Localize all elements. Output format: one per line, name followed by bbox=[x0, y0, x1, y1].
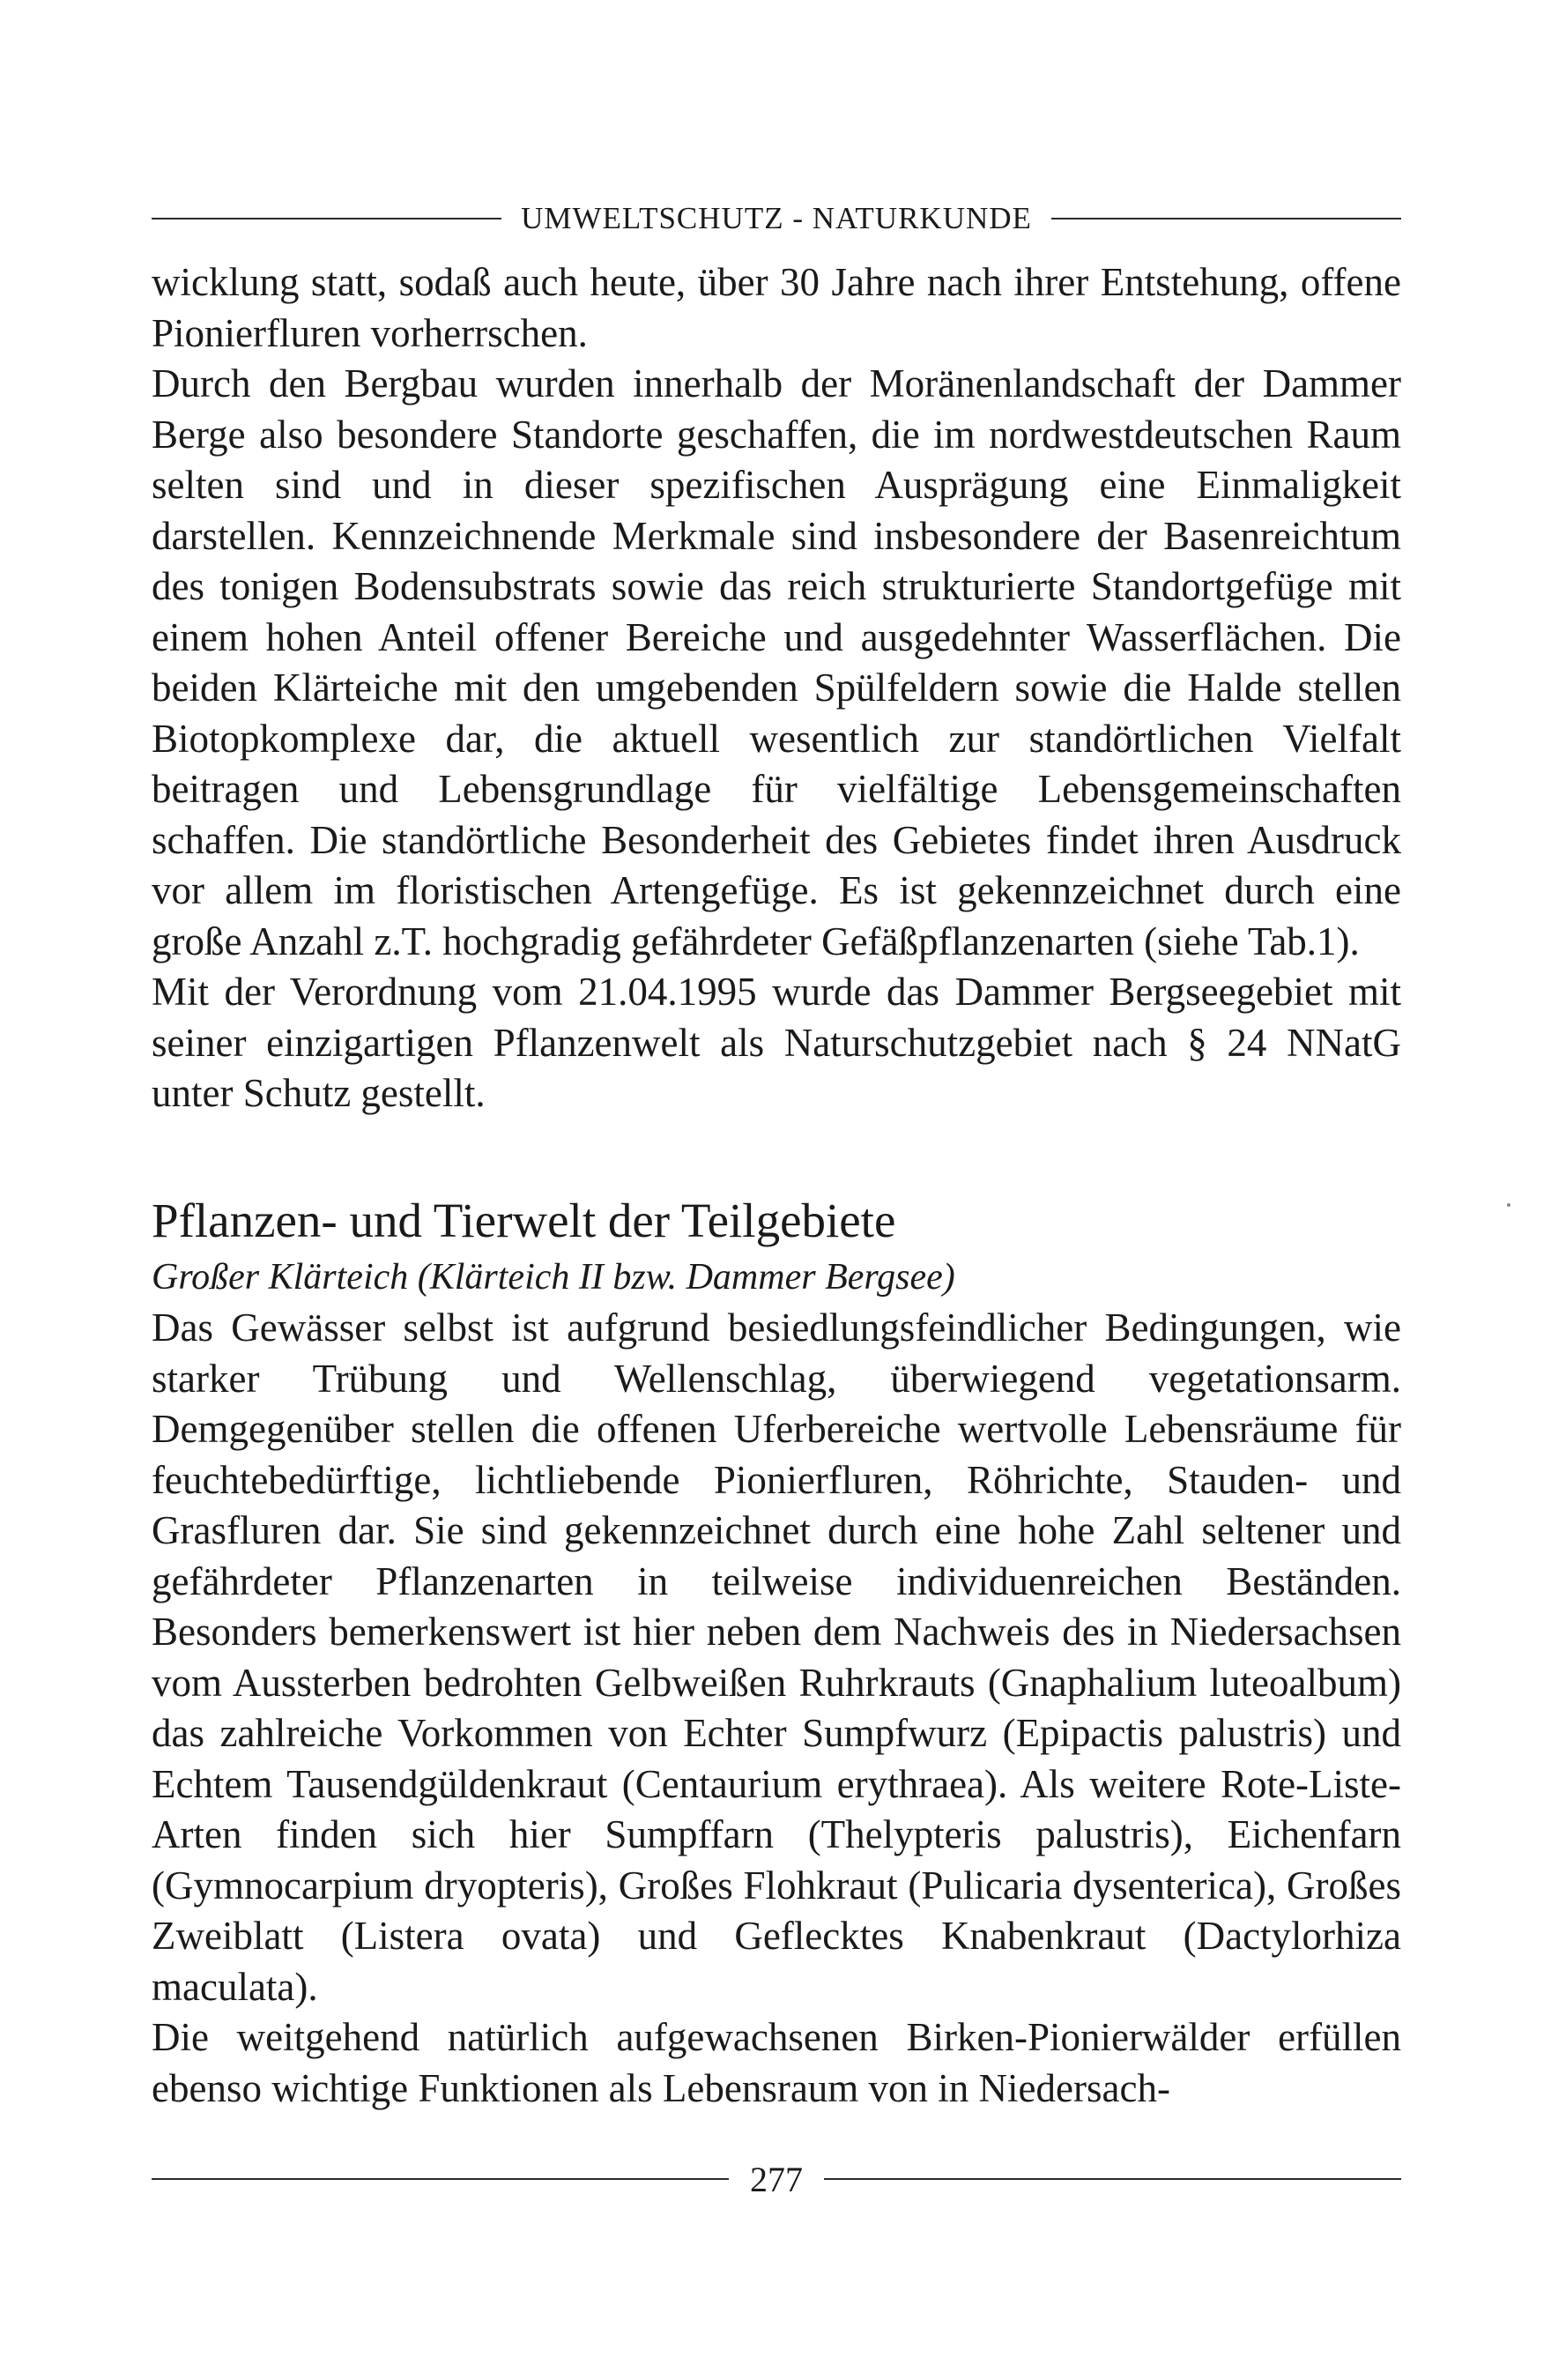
paragraph-gewaesser: Das Gewässer selbst ist aufgrund besiedlungsfeindlicher Bedingungen, wie starker Trübung und Wellenschlag, überwiegend vegetationsarm. Demgegenüber stellen die offenen Uferbereiche wertvolle Lebensräume für feuchtebedürftige, lichtliebende Pionierfluren, Röhrichte, Stauden- und Grasfluren dar. Sie sind gekennzeichnet durch eine hohe Zahl seltener und gefährdeter Pflanzenarten in teilweise individuenreichen Beständen. Besonders bemerkenswert ist hier neben dem Nachweis des in Niedersachsen vom Aussterben bedrohten Gelbweißen Ruhrkrauts (Gnaphalium luteoalbum) das zahlreiche Vorkommen von Echter Sumpfwurz (Epipactis palustris) und Echtem Tausendgüldenkraut (Centaurium erythraea). Als weitere Rote-Liste-Arten finden sich hier Sumpffarn (Thelypteris palustris), Eichenfarn (Gymnocarpium dryopteris), Großes Flohkraut (Pulicaria dysenterica), Großes Zweiblatt (Listera ovata) und Geflecktes Knabenkraut (Dactylorhiza maculata). bbox=[152, 1305, 1401, 2009]
document-page bbox=[152, 0, 1401, 2380]
footer-rule-left bbox=[152, 2178, 729, 2180]
section-teilgebiete bbox=[152, 1190, 1401, 2114]
section-subheading: Großer Klärteich (Klärteich II bzw. Dammer Bergsee) bbox=[152, 1257, 955, 1298]
page-number: 277 bbox=[750, 2159, 803, 2199]
paragraph-verordnung: Mit der Verordnung vom 21.04.1995 wurde das Dammer Bergseegebiet mit seiner einzigartigen Pflanzenwelt als Naturschutzgebiet nach § 24 NNatG unter Schutz gestellt. bbox=[152, 970, 1401, 1115]
intro-text bbox=[152, 257, 1401, 1119]
running-title: UMWELTSCHUTZ - NATURKUNDE bbox=[521, 201, 1032, 235]
paragraph-bergbau: Durch den Bergbau wurden innerhalb der Moränenlandschaft der Dammer Berge also besondere Standorte geschaffen, die im nordwestdeutschen Raum selten sind und in dieser spezifischen Ausprägung eine Einmaligkeit darstellen. Kennzeichnende Merkmale sind insbesondere der Basenreichtum des tonigen Bodensubstrats sowie das reich strukturierte Standortgefüge mit einem hohen Anteil offener Bereiche und ausgedehnter Wasserflächen. Die beiden Klärteiche mit den umgebenden Spülfeldern sowie die Halde stellen Biotopkomplexe dar, die aktuell wesentlich zur standörtlichen Vielfalt beitragen und Lebensgrundlage für vielfältige Lebensgemeinschaften schaffen. Die standörtliche Besonderheit des Gebietes findet ihren Ausdruck vor allem im floristischen Artengefüge. Es ist gekennzeichnet durch eine große Anzahl z.T. hochgradig gefährdeter Gefäßpflanzenarten (siehe Tab.1). bbox=[152, 361, 1401, 963]
paragraph-birken: Die weitgehend natürlich aufgewachsenen Birken-Pionierwälder erfüllen ebenso wichtige Funktionen als Lebensraum von in Niedersach- bbox=[152, 2015, 1401, 2110]
header-rule-right bbox=[1051, 218, 1401, 219]
footer-rule-right bbox=[824, 2178, 1401, 2180]
page-footer bbox=[152, 2153, 1401, 2205]
section-heading: Pflanzen- und Tierwelt der Teilgebiete bbox=[152, 1194, 896, 1247]
header-rule-left bbox=[152, 218, 501, 219]
margin-speck bbox=[1507, 1203, 1510, 1207]
running-header bbox=[152, 192, 1401, 245]
paragraph-continued: wicklung statt, sodaß auch heute, über 30 Jahre nach ihrer Entstehung, offene Pionierfluren vorherrschen. bbox=[152, 260, 1401, 355]
